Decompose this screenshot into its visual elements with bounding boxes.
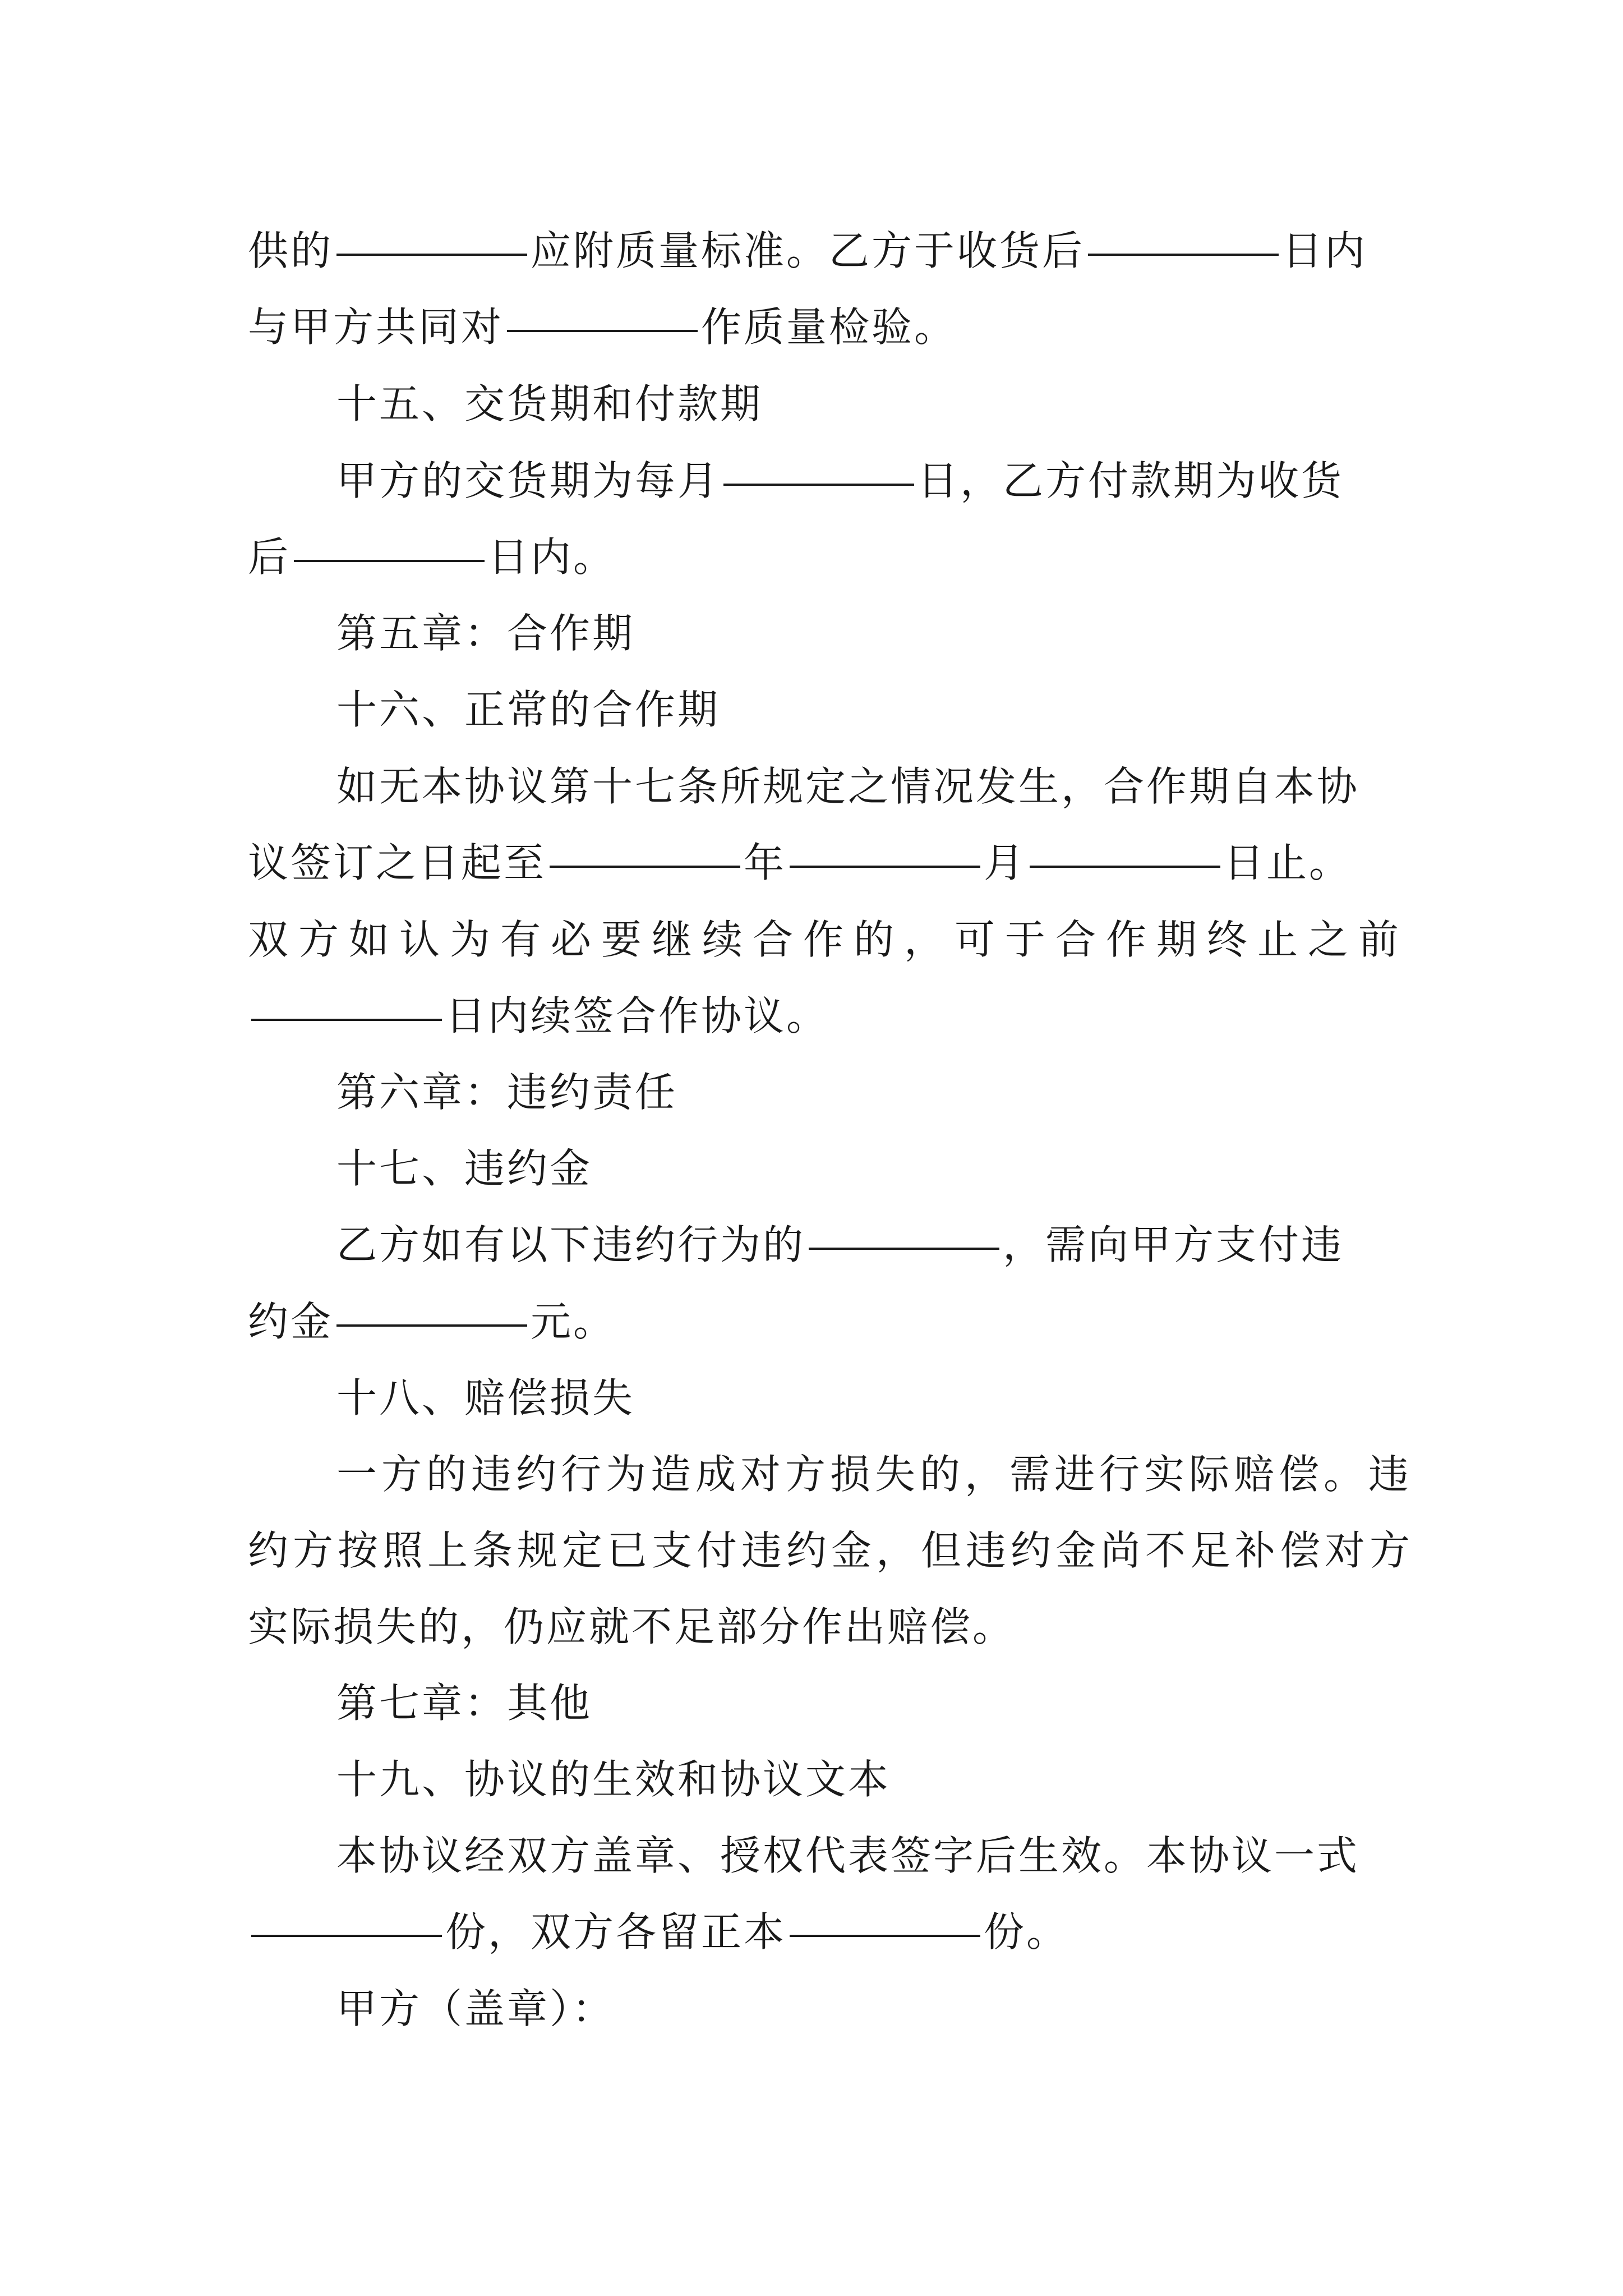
text-line <box>248 602 635 664</box>
text-segment: 元。 <box>531 1298 616 1345</box>
fill-in-blank <box>1030 832 1220 868</box>
fill-in-blank <box>507 296 698 332</box>
fill-in-blank <box>790 1901 980 1937</box>
text-segment: 第七章：其他 <box>336 1680 593 1727</box>
text-line <box>248 526 616 588</box>
text-segment: 本协议经双方盖章、授权代表签字后生效。本协议一式 <box>336 1832 1360 1879</box>
text-segment: 份。 <box>984 1908 1069 1955</box>
text-segment: 如无本协议第十七条所规定之情况发生，合作期自本协 <box>336 763 1360 810</box>
fill-in-blank <box>251 1901 442 1937</box>
text-line <box>248 1138 592 1199</box>
text-segment: 作质量检验。 <box>701 303 957 351</box>
text-line <box>248 450 1344 512</box>
text-segment: 约金 <box>248 1298 334 1345</box>
text-line <box>248 1672 592 1734</box>
text-line <box>248 909 1409 970</box>
text-segment: 月 <box>984 839 1027 886</box>
text-segment: 年 <box>744 839 787 886</box>
text-segment: 约方按照上条规定已支付违约金，但违约金尚不足补偿对方 <box>248 1527 1415 1574</box>
fill-in-blank <box>790 832 980 868</box>
text-line <box>248 1749 891 1810</box>
text-segment: 十九、协议的生效和协议文本 <box>336 1756 891 1803</box>
text-segment: 第六章：违约责任 <box>336 1069 678 1116</box>
text-segment: 日内。 <box>488 533 616 581</box>
text-segment: 与甲方共同对 <box>248 303 504 351</box>
text-line <box>248 985 829 1047</box>
text-segment: 议签订之日起至 <box>248 839 547 886</box>
text-line <box>248 1901 1069 1963</box>
text-line <box>248 1214 1344 1276</box>
text-segment: 日内续签合作协议。 <box>445 992 829 1039</box>
text-segment: 实际损失的，仍应就不足部分作出赔偿。 <box>248 1603 1016 1650</box>
text-segment: 供的 <box>248 227 334 274</box>
text-segment: 甲方（盖章）： <box>336 1985 615 2032</box>
fill-in-blank <box>809 1214 999 1250</box>
text-line <box>248 1520 1414 1581</box>
text-segment: 乙方如有以下违约行为的 <box>336 1221 806 1268</box>
text-line <box>248 1291 616 1352</box>
fill-in-blank <box>294 526 485 562</box>
text-line <box>248 1061 677 1123</box>
text-segment: 十七、违约金 <box>336 1145 593 1192</box>
text-segment: 应附质量标准。乙方于收货后 <box>531 227 1085 274</box>
text-line <box>248 220 1367 282</box>
fill-in-blank <box>336 1291 527 1327</box>
text-segment: 第五章：合作期 <box>336 610 635 657</box>
text-segment: 后 <box>248 533 291 581</box>
text-segment: 十六、正常的合作期 <box>336 686 721 733</box>
fill-in-blank <box>550 832 740 868</box>
text-segment: 日，乙方付款期为收货 <box>917 457 1344 504</box>
fill-in-blank <box>336 220 527 256</box>
text-segment: 十八、赔偿损失 <box>336 1374 635 1421</box>
fill-in-blank <box>251 985 442 1021</box>
text-segment: 一方的违约行为造成对方损失的，需进行实际赔偿。违 <box>336 1451 1414 1498</box>
fill-in-blank <box>723 450 914 486</box>
text-line <box>248 679 720 740</box>
text-segment: 甲方的交货期为每月 <box>336 457 721 504</box>
text-segment: 份，双方各留正本 <box>445 1908 787 1955</box>
text-line <box>248 1978 615 2040</box>
text-line <box>248 1443 1413 1505</box>
text-line <box>248 1596 1015 1658</box>
text-line <box>248 832 1352 894</box>
text-line <box>248 1367 635 1429</box>
text-segment: 日止。 <box>1224 839 1352 886</box>
text-segment: 双方如认为有必要继续合作的，可于合作期终止之前 <box>248 916 1409 963</box>
text-segment: 日内 <box>1282 227 1368 274</box>
text-segment: 十五、交货期和付款期 <box>336 380 763 427</box>
text-line <box>248 1825 1359 1887</box>
text-segment: ，需向甲方支付违 <box>1003 1221 1344 1268</box>
text-line <box>248 373 763 435</box>
text-line <box>248 756 1359 817</box>
text-line <box>248 296 957 358</box>
fill-in-blank <box>1088 220 1279 256</box>
